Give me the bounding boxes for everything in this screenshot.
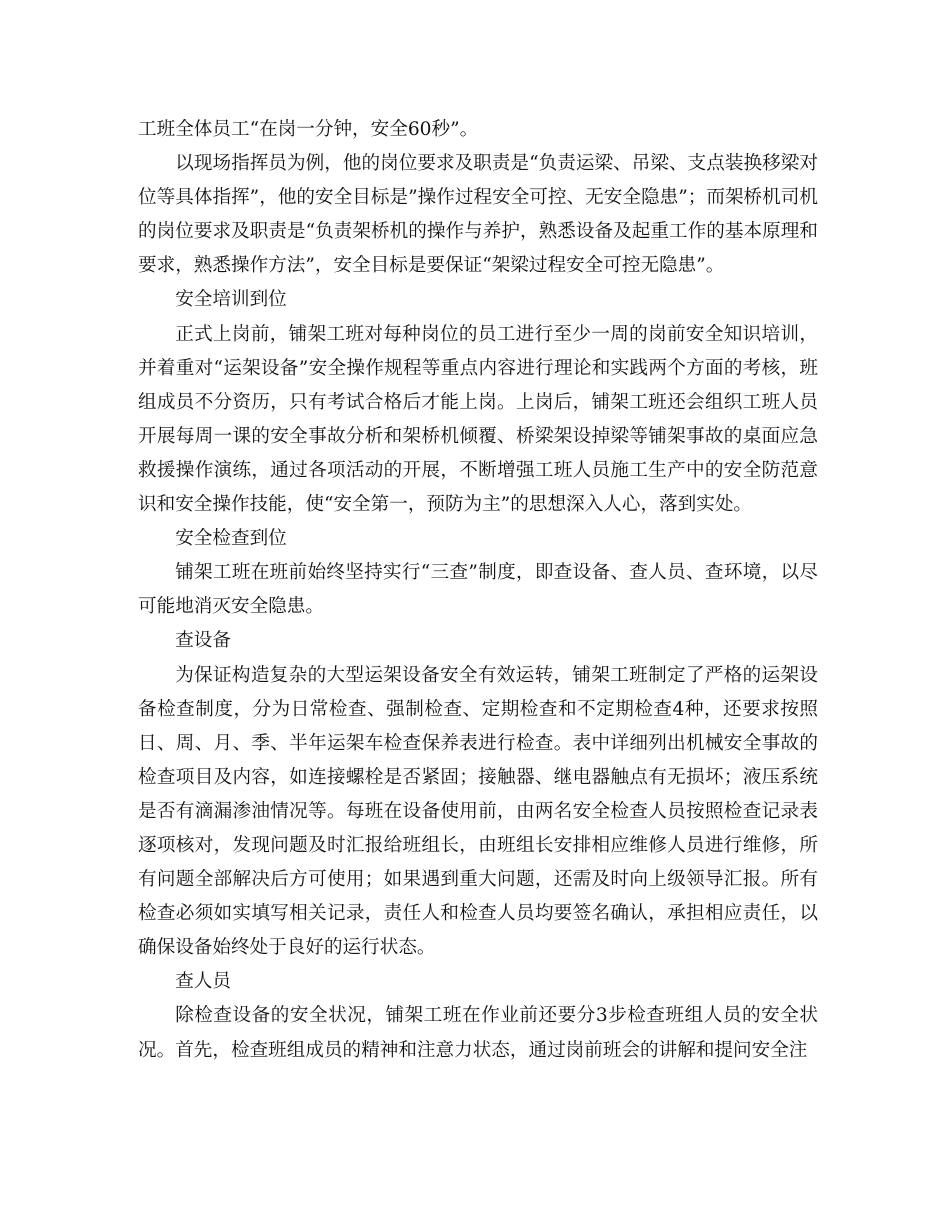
paragraph-inspection: 铺架工班在班前始终坚持实行“三查”制度，即查设备、查人员、查环境，以尽可能地消灭安全隐患。 — [138, 562, 818, 618]
paragraph-personnel: 除检查设备的安全状况，铺架工班在作业前还要分3步检查班组人员的安全状况。首先，检查班组成员的精神和注意力状态，通过岗前班会的讲解和提问安全注 — [138, 1005, 818, 1061]
section-heading-equipment: 查设备 — [175, 630, 231, 652]
paragraph-role-example: 以现场指挥员为例，他的岗位要求及职责是“负责运梁、吊梁、支点装换移梁对位等具体指挥”，他的安全目标是”操作过程安全可控、无安全隐患”；而架桥机司机的岗位要求及职责是“负责架桥机的操作与养护，熟悉设备及起重工作的基本原理和要求，熟悉操作方法”，安全目标是要保证“架梁过程安全可控无隐患”。 — [138, 153, 818, 277]
document-body — [138, 113, 818, 1068]
section-heading-training: 安全培训到位 — [175, 289, 287, 311]
paragraph-training: 正式上岗前，铺架工班对每种岗位的员工进行至少一周的岗前安全知识培训，并着重对“运架设备”安全操作规程等重点内容进行理论和实践两个方面的考核，班组成员不分资历，只有考试合格后才能上岗。上岗后，铺架工班还会组织工班人员开展每周一课的安全事故分析和架桥机倾覆、桥梁架设掉梁等铺架事故的桌面应急救援操作演练，通过各项活动的开展，不断增强工班人员施工生产中的安全防范意识和安全操作技能，使“安全第一，预防为主”的思想深入人心，落到实处。 — [138, 323, 818, 516]
paragraph-equipment: 为保证构造复杂的大型运架设备安全有效运转，铺架工班制定了严格的运架设备检查制度，分为日常检查、强制检查、定期检查和不定期检查4种，还要求按照日、周、月、季、半年运架车检查保养表进行检查。表中详细列出机械安全事故的检查项目及内容，如连接螺栓是否紧固；接触器、继电器触点有无损坏；液压系统是否有滴漏渗油情况等。每班在设备使用前，由两名安全检查人员按照检查记录表逐项核对，发现问题及时汇报给班组长，由班组长安排相应维修人员进行维修，所有问题全部解决后方可使用；如果遇到重大问题，还需及时向上级领导汇报。所有检查必须如实填写相关记录，责任人和检查人员均要签名确认，承担相应责任，以确保设备始终处于良好的运行状态。 — [138, 664, 818, 959]
section-heading-personnel: 查人员 — [175, 971, 231, 993]
section-heading-inspection: 安全检查到位 — [175, 528, 287, 550]
paragraph-continuation: 工班全体员工“在岗一分钟，安全60秒”。 — [138, 119, 479, 140]
